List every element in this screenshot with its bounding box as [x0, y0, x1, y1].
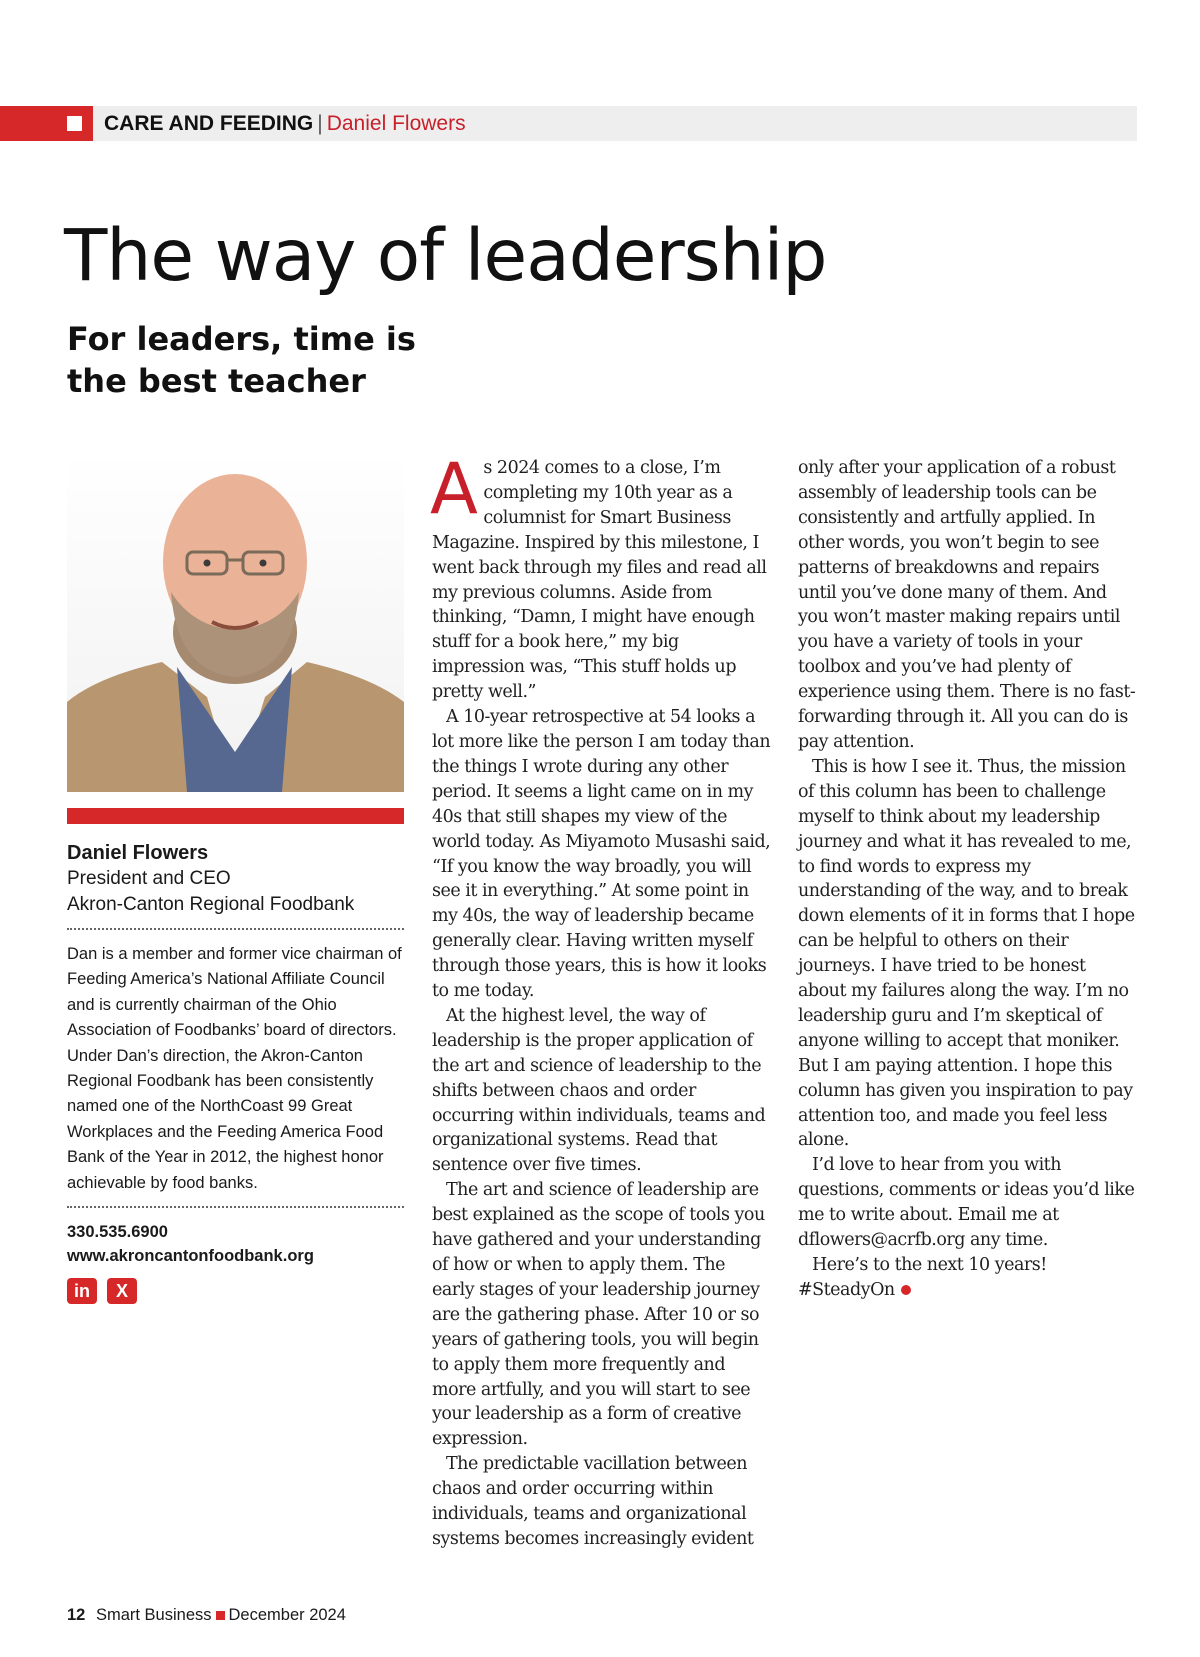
article-paragraph: I’d love to hear from you with questions, comments or ideas you’d like me to write about. Email me at dflowers@acrfb.org any time. — [798, 1155, 1135, 1251]
author-phone: 330.535.6900 — [67, 1223, 168, 1242]
paragraph-text: s 2024 comes to a close, I’m completing my 10th year as a columnist for Smart Business Magazine. Inspired by this milestone, I went back through my files and read all my previous columns. Aside from thinking, “Damn, I might have enough stuff for a book here,” my big impression was, “This stuff holds up pretty well.” — [432, 458, 767, 703]
article-paragraph — [430, 448, 772, 705]
author-photo — [67, 452, 404, 792]
header-square-icon — [67, 116, 82, 131]
publication-name: Smart Business — [95, 1606, 212, 1624]
author-organization: Akron-Canton Regional Foodbank — [67, 894, 355, 915]
author-photo-divider — [67, 808, 404, 824]
article-paragraph: A 10-year retrospective at 54 looks a lot more like the person I am today than the things I wrote during any other period. It seems a light came on in my 40s that still shapes my view of the world today. As Miyamoto Musashi said, “If you know the way broadly, you will see it in everything.” At some point in my 40s, the way of leadership became generally clear. Having written myself through those years, this is how it looks to me today. — [432, 707, 771, 1002]
linkedin-icon[interactable]: in — [67, 1278, 97, 1304]
author-website-link[interactable]: www.akroncantonfoodbank.org — [67, 1247, 314, 1266]
article-paragraph — [798, 1253, 1138, 1303]
section-header — [0, 106, 1137, 141]
author-box — [67, 840, 404, 1304]
author-name: Daniel Flowers — [67, 842, 209, 864]
divider — [67, 928, 404, 930]
article-subhead: For leaders, time is the best teacher — [67, 320, 416, 400]
article-column-2 — [798, 456, 1138, 1303]
author-bio: Dan is a member and former vice chairman of Feeding America’s National Affiliate Council and is currently chairman of the Ohio Association of Foodbanks’ board of directors. Under Dan’s direction, the Akron-Canton Regional Foodbank has been consistently named one of the NorthCoast 99 Great Workplaces and the Feeding America Food Bank of the Year in 2012, the highest honor achievable by food banks. — [67, 945, 402, 1192]
issue-date: December 2024 — [228, 1606, 346, 1624]
article-column-1 — [430, 448, 772, 1552]
closing-text: Here’s to the next 10 years! #SteadyOn — [798, 1255, 1047, 1300]
article-paragraph: only after your application of a robust assembly of leadership tools can be consistently and artfully applied. In other words, you won’t begin to see patterns of breakdowns and repairs until you’ve done many of them. And you won’t master making repairs until you have a variety of tools in your toolbox and you’ve had plenty of experience using them. There is no fast-forwarding through it. All you can do is pay attention. — [798, 458, 1136, 752]
header-text — [104, 106, 466, 141]
header-author: Daniel Flowers — [326, 112, 466, 135]
article-paragraph: This is how I see it. Thus, the mission of this column has been to challenge myself to think about my leadership journey and what it has revealed to me, to find words to express my understanding of the way, and to break down elements of it in forms that I hope can be helpful to others on their journeys. I have tried to be honest about my failures along the way. I’m no leadership guru and I’m skeptical of anyone willing to accept that moniker. But I am paying attention. I hope this column has given you inspiration to pay attention too, and made you feel less alone. — [798, 756, 1135, 1151]
footer-square-icon — [216, 1611, 225, 1620]
end-mark-icon — [901, 1285, 911, 1295]
divider — [67, 1206, 404, 1208]
drop-cap: A — [430, 448, 478, 530]
social-links — [67, 1278, 404, 1304]
x-icon[interactable]: X — [107, 1278, 137, 1304]
author-title: President and CEO — [67, 868, 231, 889]
article-paragraph: The art and science of leadership are best explained as the scope of tools you have gathered and your understanding of how or when to apply them. The early stages of your leadership journey are the gathering phase. After 10 or so years of gathering tools, you will begin to apply them more frequently and more artfully, and you will start to see your leadership as a form of creative expression. — [432, 1180, 765, 1450]
page-number: 12 — [67, 1606, 86, 1624]
header-accent-block — [0, 106, 93, 141]
article-paragraph: The predictable vacillation between chaos and order occurring within individuals, teams and organizational systems becomes increasingly evident — [432, 1454, 754, 1549]
article-headline: The way of leadership — [64, 214, 827, 297]
page-footer — [67, 1606, 346, 1625]
header-separator: | — [317, 112, 323, 135]
section-label: CARE AND FEEDING — [104, 112, 314, 135]
article-paragraph: At the highest level, the way of leadership is the proper application of the art and science of leadership to the shifts between chaos and order occurring within individuals, teams and organizational systems. Read that sentence over five times. — [432, 1005, 766, 1176]
